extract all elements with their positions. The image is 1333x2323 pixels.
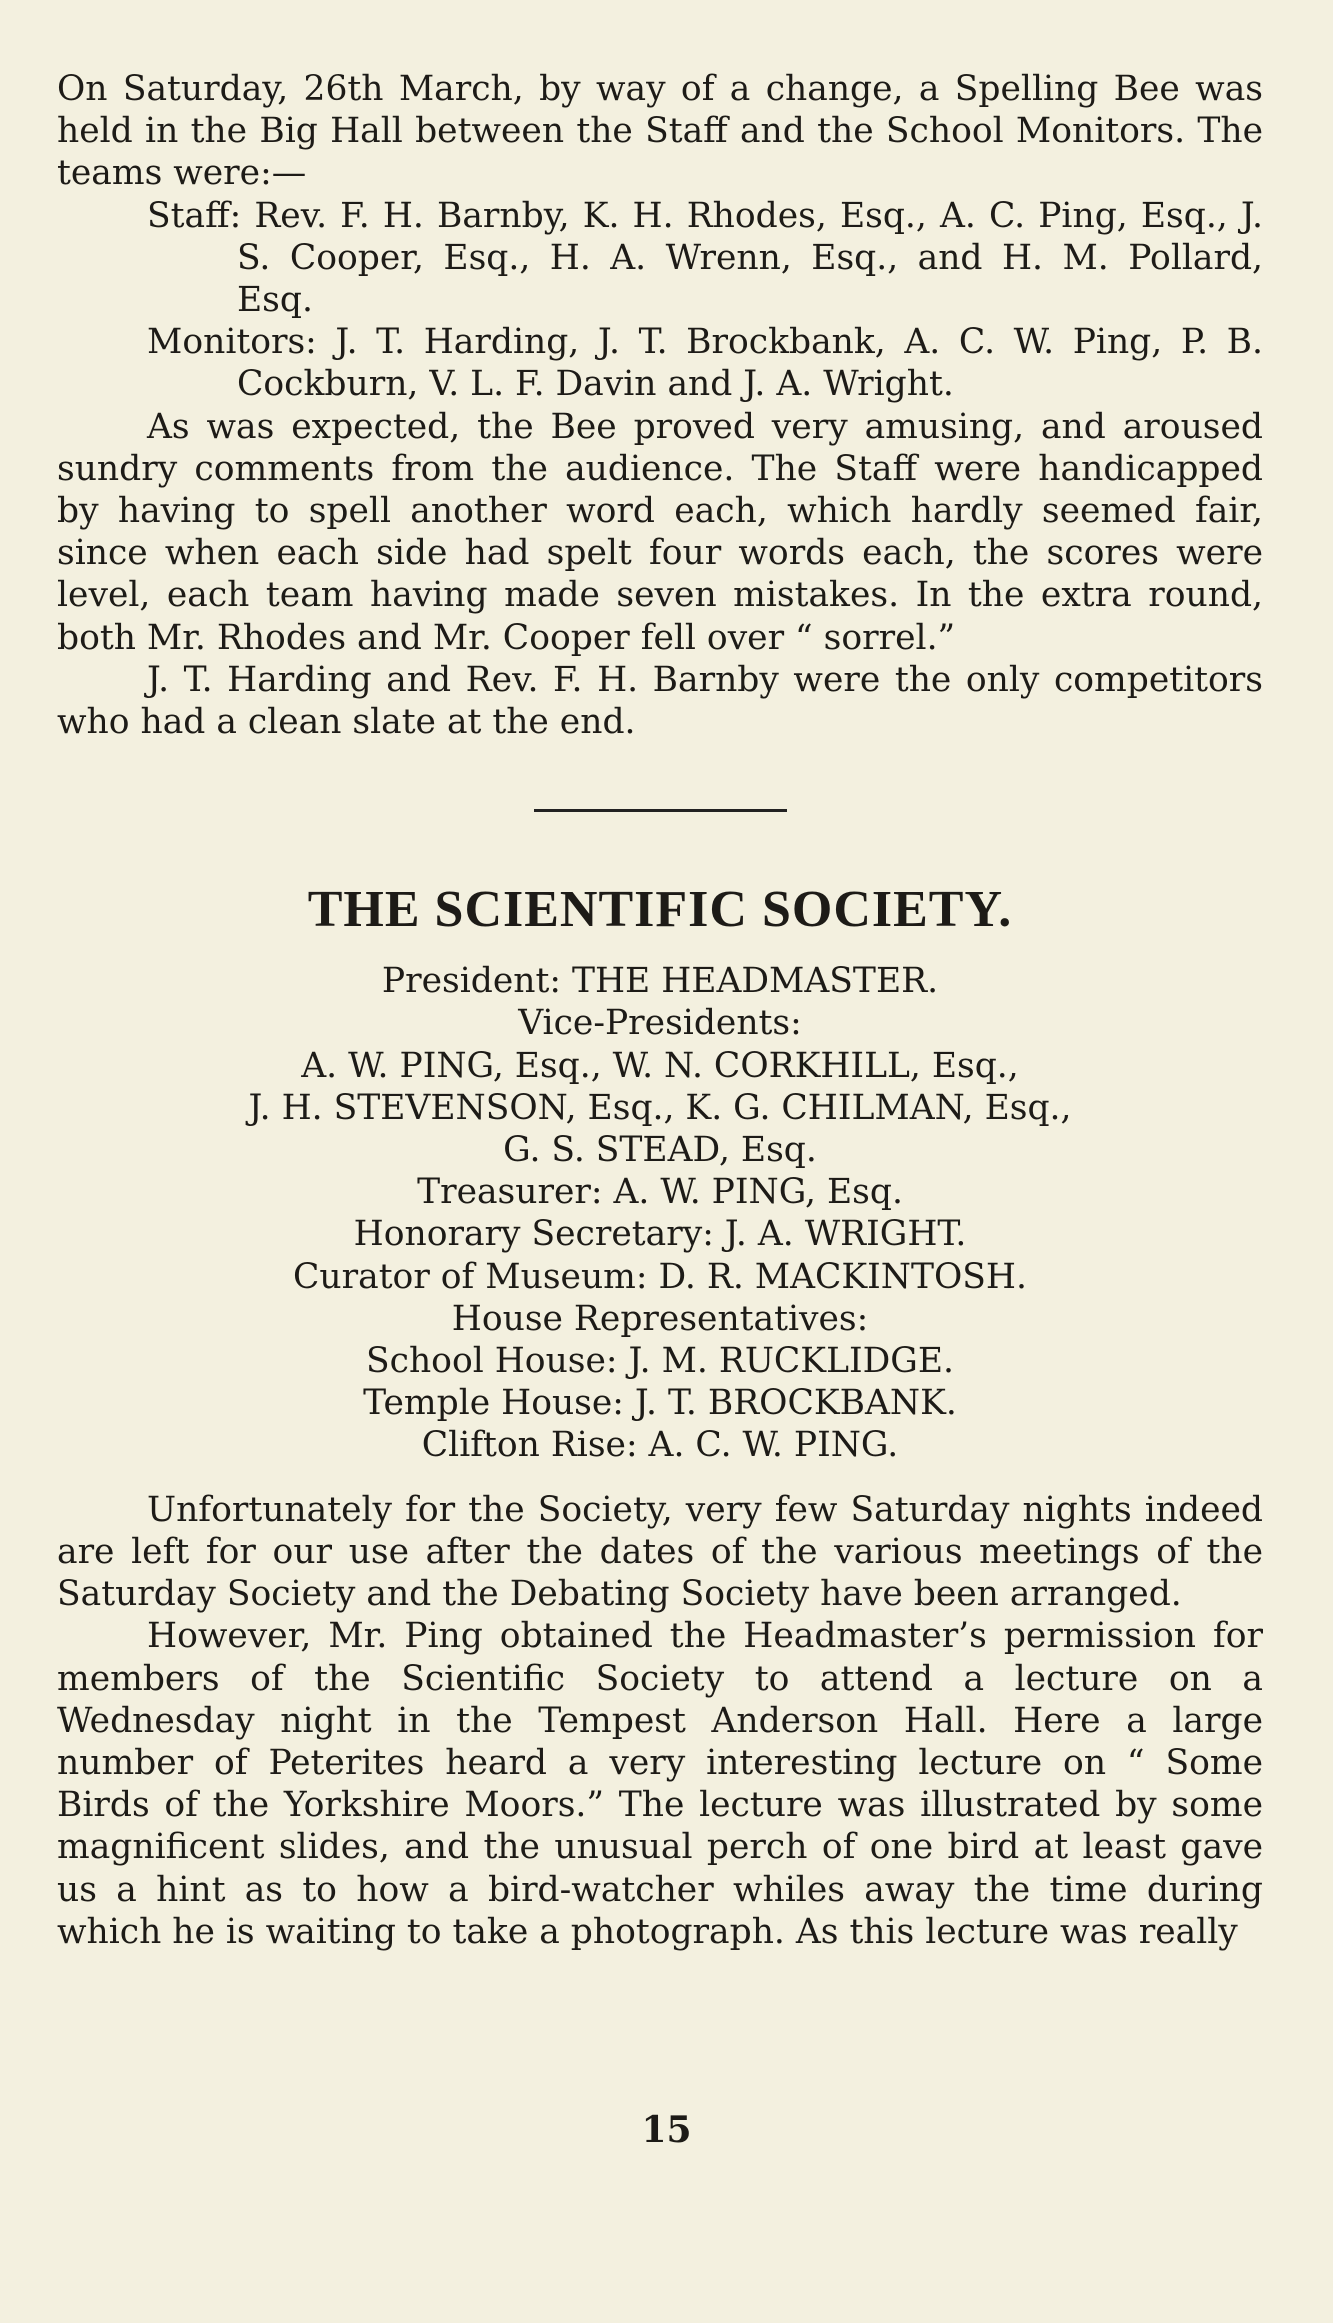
- society-paragraph-2: However, Mr. Ping obtained the Headmaster’s permission for members of the Scientific Society to attend a lecture on a Wednesday night in the Tempest Anderson Hall. Here a large number of Peterites heard a very interesting lecture on “ Some Birds of the Yorkshire Moors.” The lecture was illustrated by some magnificent slides, and the unusual perch of one bird at least gave us a hint as to how a bird-watcher whiles away the time during which he is waiting to take a photograph. As this lecture was really: [57, 1616, 1263, 1952]
- monitors-team-paragraph: Monitors: J. T. Harding, J. T. Brockbank, A. C. W. Ping, P. B. Cockburn, V. L. F. Davin and J. A. Wright.: [147, 322, 1263, 405]
- officer-line-clifton-rise: Clifton Rise: A. C. W. PING.: [421, 1425, 899, 1466]
- section-divider: [534, 809, 787, 812]
- officer-line-vice-presidents-2: J. H. STEVENSON, Esq., K. G. CHILMAN, Esq.,: [248, 1087, 1072, 1128]
- officer-line-treasurer: Treasurer: A. W. PING, Esq.: [417, 1172, 903, 1213]
- spelling-bee-section: [57, 68, 1263, 743]
- officer-line-vice-presidents-1: A. W. PING, Esq., W. N. CORKHILL, Esq.,: [301, 1045, 1019, 1086]
- officer-line-curator: Curator of Museum: D. R. MACKINTOSH.: [293, 1256, 1027, 1297]
- scientific-society-section: [57, 882, 1263, 1953]
- spelling-bee-result-paragraph: As was expected, the Bee proved very amusing, and aroused sundry comments from the audience. The Staff were handicapped by having to spell another word each, which hardly seemed fair, since when each side had spelt four words each, the scores were level, each team having made seven mistakes. In the extra round, both Mr. Rhodes and Mr. Cooper fell over “ sorrel.”: [57, 406, 1263, 658]
- spelling-bee-intro-paragraph: On Saturday, 26th March, by way of a change, a Spelling Bee was held in the Big Hall between the Staff and the School Monitors. The teams were:—: [57, 69, 1263, 194]
- staff-team-paragraph: Staff: Rev. F. H. Barnby, K. H. Rhodes, Esq., A. C. Ping, Esq., J. S. Cooper, Esq., H. A. Wrenn, Esq., and H. M. Pollard, Esq.: [147, 195, 1263, 321]
- officers-list: [57, 960, 1263, 1466]
- officer-line-secretary: Honorary Secretary: J. A. WRIGHT.: [353, 1214, 967, 1255]
- officer-line-house-reps-label: House Representatives:: [451, 1298, 869, 1339]
- page-number: 15: [641, 2109, 692, 2151]
- officer-line-temple-house: Temple House: J. T. BROCKBANK.: [363, 1383, 957, 1424]
- officer-line-president: President: THE HEADMASTER.: [381, 961, 939, 1002]
- section-heading: THE SCIENTIFIC SOCIETY.: [307, 881, 1013, 939]
- officer-line-vice-presidents-label: Vice-Presidents:: [518, 1003, 802, 1044]
- officer-line-vice-presidents-3: G. S. STEAD, Esq.: [503, 1130, 817, 1171]
- clean-slate-paragraph: J. T. Harding and Rev. F. H. Barnby were the only competitors who had a clean slate at the end.: [57, 659, 1263, 743]
- officer-line-school-house: School House: J. M. RUCKLIDGE.: [366, 1341, 954, 1382]
- society-paragraph-1: Unfortunately for the Society, very few Saturday nights indeed are left for our use after the dates of the various meetings of the Saturday Society and the Debating Society have been arranged.: [57, 1489, 1263, 1615]
